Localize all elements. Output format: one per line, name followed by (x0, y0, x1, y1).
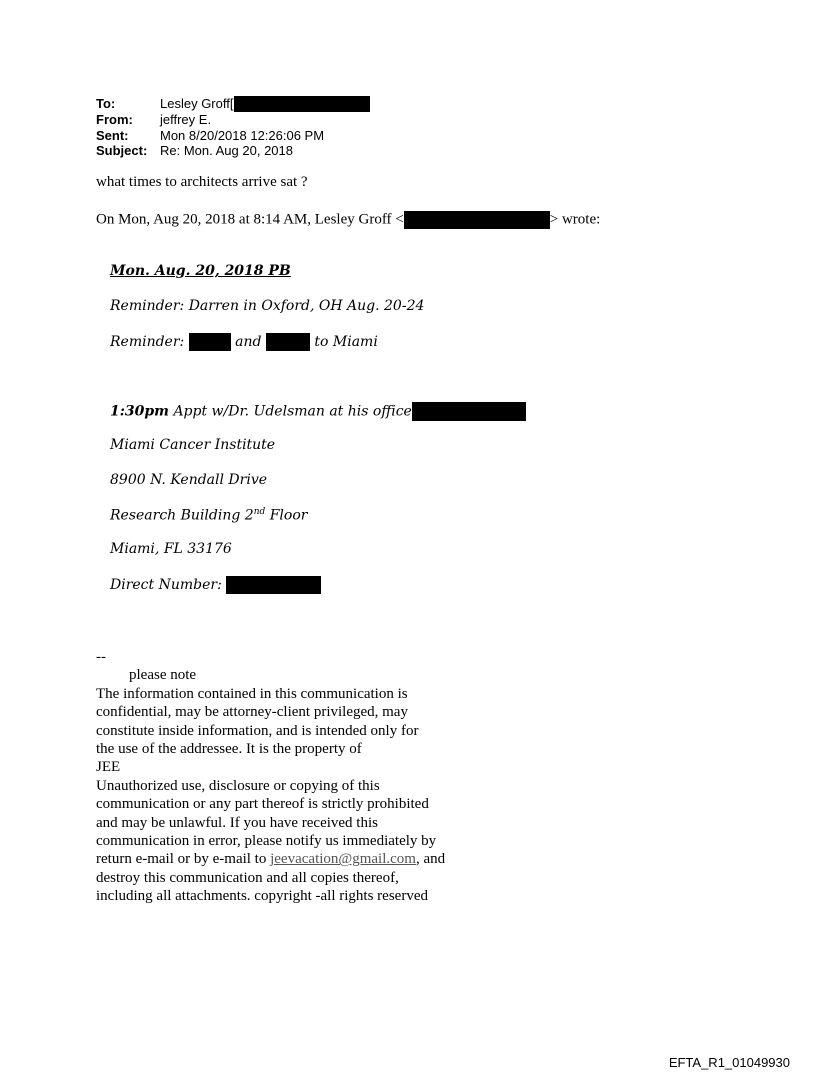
sent-label: Sent: (96, 127, 129, 143)
quoted-heading: Mon. Aug. 20, 2018 PB (110, 263, 291, 279)
disclaimer-body-2: , and destroy this communication and all copies thereof, including all attachments. copyright -all rights reserved (96, 851, 446, 905)
appointment-time: 1:30pm (110, 403, 169, 420)
from-row (96, 112, 370, 128)
disclaimer-dashes: -- (96, 649, 106, 665)
subject-row (96, 143, 370, 159)
sent-value: Mon 8/20/2018 12:26:06 PM (160, 127, 325, 143)
floor-suffix: nd (253, 507, 266, 517)
reminder-miami (110, 333, 378, 351)
redaction-block (412, 402, 526, 421)
address-line-building (110, 507, 307, 524)
reminder-prefix: Reminder: (110, 334, 189, 350)
subject-value: Re: Mon. Aug 20, 2018 (160, 143, 293, 158)
disclaimer-body-1: The information contained in this communication is confidential, may be attorney-client privileged, may constitute inside information, and is intended only for the use of the addressee. It is the property of JEE Unauthorized use, disclosure or copying of this communication or any part thereof is strictly prohibited and may be unlawful. If you have received this communication in error, please notify us immediately by return e-mail or by e-mail to (96, 685, 437, 868)
address-line-city: Miami, FL 33176 (110, 541, 232, 557)
from-label: From: (96, 112, 133, 127)
email-link[interactable]: jeevacation@gmail.com (270, 851, 416, 868)
quote-intro-after: > wrote: (549, 211, 601, 228)
direct-number-line (110, 576, 321, 594)
quote-intro (96, 211, 600, 229)
reminder-suffix: to Miami (309, 334, 378, 350)
disclaimer (96, 648, 445, 906)
email-header (96, 96, 370, 159)
redaction-block (404, 211, 550, 229)
to-label: To: (96, 96, 116, 111)
to-row (96, 96, 370, 112)
quote-intro-before: On Mon, Aug 20, 2018 at 8:14 AM, Lesley Groff < (96, 211, 404, 228)
redaction-block (189, 333, 231, 351)
redaction-block (266, 333, 310, 351)
redaction-block (234, 96, 370, 112)
appointment-line (110, 402, 526, 421)
address-line-street: 8900 N. Kendall Drive (110, 472, 268, 488)
reply-text: what times to architects arrive sat ? (96, 174, 308, 190)
redaction-block (226, 576, 321, 594)
appointment-text: Appt w/Dr. Udelsman at his office (169, 403, 412, 420)
document-id: EFTA_R1_01049930 (668, 1055, 790, 1070)
subject-label: Subject: (96, 143, 148, 158)
direct-number-label: Direct Number: (110, 577, 227, 593)
reminder-and: and (230, 334, 266, 350)
floor-text: Floor (265, 507, 308, 524)
reminder-darren: Reminder: Darren in Oxford, OH Aug. 20-24 (110, 298, 425, 314)
building-text: Research Building 2 (110, 507, 254, 524)
sent-row (96, 128, 370, 144)
address-line-institute: Miami Cancer Institute (110, 437, 276, 453)
disclaimer-please-note: please note (129, 667, 197, 684)
to-value: Lesley Groff[ (160, 96, 234, 111)
from-value: jeffrey E. (160, 112, 212, 127)
